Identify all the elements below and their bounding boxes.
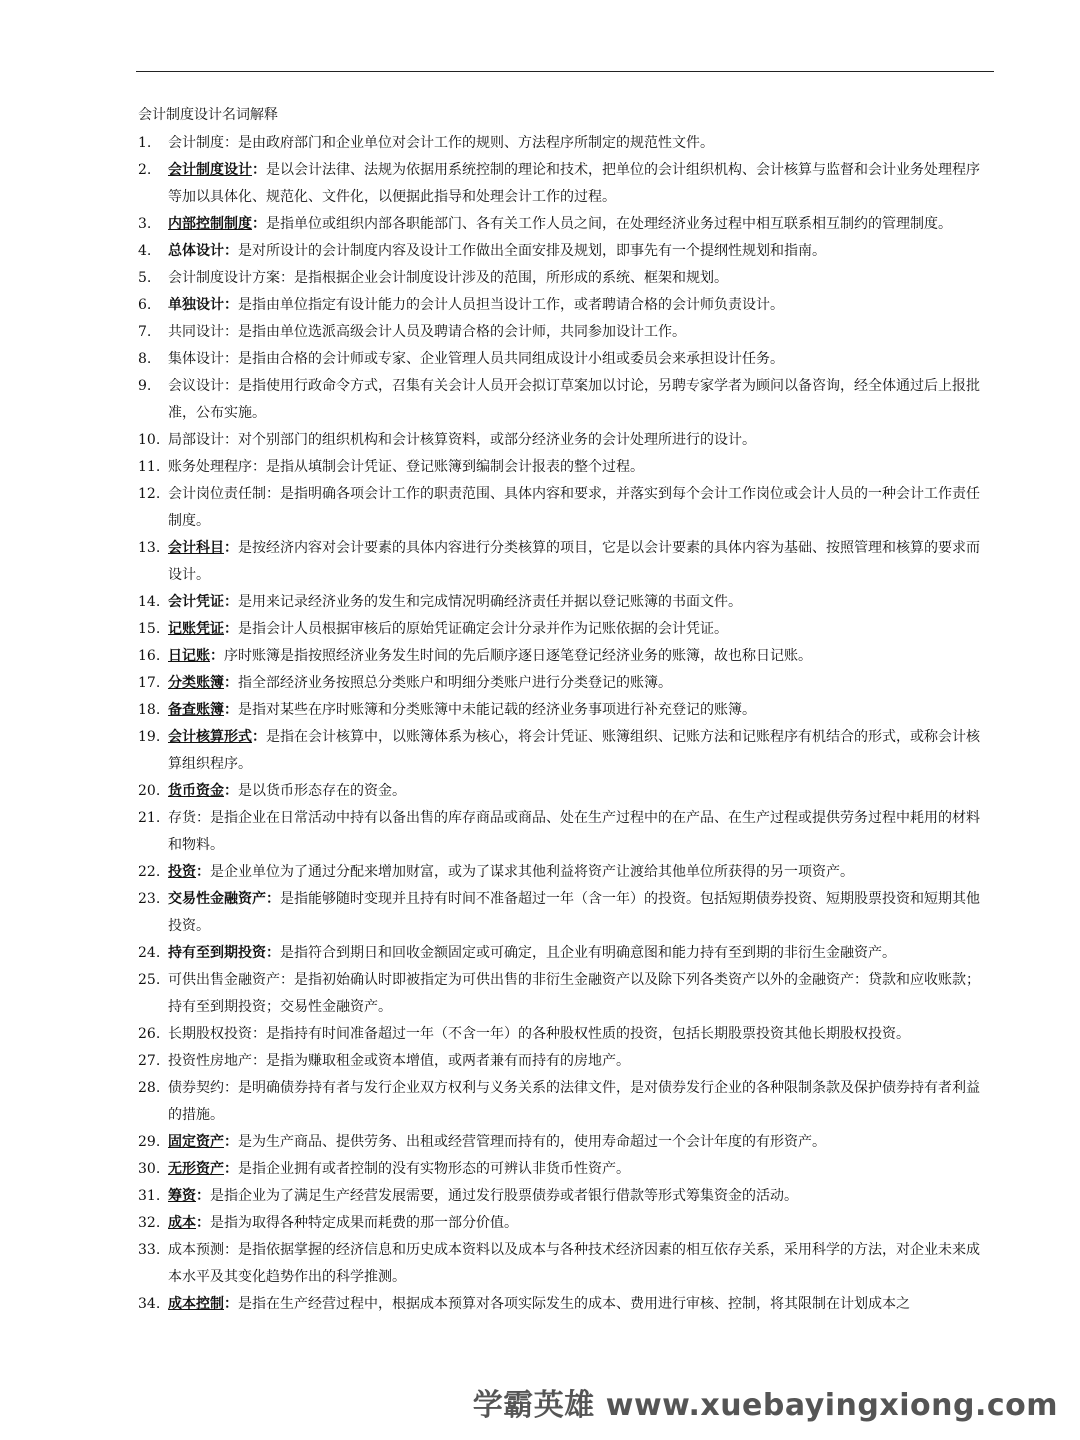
item-number: 6. xyxy=(138,297,152,313)
glossary-item xyxy=(138,481,990,535)
item-body xyxy=(168,643,990,670)
item-number: 21. xyxy=(138,810,161,826)
item-definition: 是指由单位指定有设计能力的会计人员担当设计工作，或者聘请合格的会计师负责设计。 xyxy=(238,297,784,313)
item-body xyxy=(168,157,990,211)
item-term: 投资性房地产 xyxy=(168,1053,252,1069)
item-term: 会议设计 xyxy=(168,378,224,394)
item-definition: 是以会计法律、法规为依据用系统控制的理论和技术，把单位的会计组织机构、会计核算与监督和会计业务处理程序等加以具体化、规范化、文件化，以便据此指导和处理会计工作的过程。 xyxy=(168,162,980,205)
glossary-item xyxy=(138,886,990,940)
item-definition: 是以货币形态存在的资金。 xyxy=(238,783,406,799)
item-number: 17. xyxy=(138,675,161,691)
item-definition: 是指依据掌握的经济信息和历史成本资料以及成本与各种技术经济因素的相互依存关系，采用科学的方法，对企业未来成本水平及其变化趋势作出的科学推测。 xyxy=(168,1242,980,1285)
item-body xyxy=(168,886,990,940)
item-term: 局部设计 xyxy=(168,432,224,448)
item-term: 共同设计 xyxy=(168,324,224,340)
item-body xyxy=(168,589,990,616)
item-term: 长期股权投资 xyxy=(168,1026,252,1042)
item-number: 27. xyxy=(138,1053,161,1069)
item-number: 8. xyxy=(138,351,152,367)
item-definition: 是指由合格的会计师或专家、企业管理人员共同组成设计小组或委员会来承担设计任务。 xyxy=(238,351,784,367)
item-term: 会计制度设计方案 xyxy=(168,270,280,286)
item-term: 成本控制 xyxy=(168,1296,224,1312)
item-separator: ： xyxy=(224,243,238,259)
item-definition: 是指会计人员根据审核后的原始凭证确定会计分录并作为记账依据的会计凭证。 xyxy=(238,621,728,637)
item-body xyxy=(168,481,990,535)
item-definition: 是指在生产经营过程中，根据成本预算对各项实际发生的成本、费用进行审核、控制，将其限制在计划成本之 xyxy=(238,1296,910,1312)
item-term: 单独设计 xyxy=(168,297,224,313)
item-separator: ： xyxy=(224,378,238,394)
item-term: 内部控制制度 xyxy=(168,216,252,232)
item-separator: ： xyxy=(266,945,280,961)
glossary-item xyxy=(138,697,990,724)
glossary-item xyxy=(138,1210,990,1237)
item-body xyxy=(168,1291,990,1318)
item-body xyxy=(168,1156,990,1183)
item-separator: ： xyxy=(266,891,280,907)
item-term: 无形资产 xyxy=(168,1161,224,1177)
glossary-item xyxy=(138,1048,990,1075)
item-term: 日记账 xyxy=(168,648,210,664)
glossary-item xyxy=(138,265,990,292)
item-body xyxy=(168,1021,990,1048)
item-separator: ： xyxy=(196,810,210,826)
item-separator: ： xyxy=(266,486,280,502)
item-term: 成本预测 xyxy=(168,1242,224,1258)
item-definition: 对个别部门的组织机构和会计核算资料，或部分经济业务的会计处理所进行的设计。 xyxy=(238,432,756,448)
item-definition: 是由政府部门和企业单位对会计工作的规则、方法程序所制定的规范性文件。 xyxy=(238,135,714,151)
glossary-item xyxy=(138,130,990,157)
item-definition: 是指企业为了满足生产经营发展需要，通过发行股票债券或者银行借款等形式筹集资金的活动。 xyxy=(210,1188,798,1204)
item-separator: ： xyxy=(224,297,238,313)
item-definition: 是指从填制会计凭证、登记账簿到编制会计报表的整个过程。 xyxy=(266,459,644,475)
glossary-item xyxy=(138,1075,990,1129)
item-number: 23. xyxy=(138,891,161,907)
item-body xyxy=(168,670,990,697)
glossary-item xyxy=(138,967,990,1021)
item-number: 15. xyxy=(138,621,161,637)
glossary-item xyxy=(138,1183,990,1210)
item-number: 29. xyxy=(138,1134,161,1150)
document-title: 会计制度设计名词解释 xyxy=(138,107,278,123)
item-separator: ： xyxy=(252,1053,266,1069)
glossary-item xyxy=(138,427,990,454)
item-definition: 是指初始确认时即被指定为可供出售的非衍生金融资产以及除下列各类资产以外的金融资产：贷款和应收账款；持有至到期投资；交易性金融资产。 xyxy=(168,972,980,1015)
glossary-item xyxy=(138,373,990,427)
item-number: 25. xyxy=(138,972,161,988)
item-separator: ： xyxy=(252,162,266,178)
item-body xyxy=(168,346,990,373)
glossary-item xyxy=(138,724,990,778)
item-definition: 是指为赚取租金或资本增值，或两者兼有而持有的房地产。 xyxy=(266,1053,630,1069)
item-definition: 是为生产商品、提供劳务、出租或经营管理而持有的，使用寿命超过一个会计年度的有形资产。 xyxy=(238,1134,826,1150)
item-body xyxy=(168,778,990,805)
item-definition: 是指单位或组织内部各职能部门、各有关工作人员之间，在处理经济业务过程中相互联系相互制约的管理制度。 xyxy=(266,216,952,232)
glossary-item xyxy=(138,589,990,616)
item-body xyxy=(168,805,990,859)
item-definition: 是指企业在日常活动中持有以备出售的库存商品或商品、处在生产过程中的在产品、在生产过程或提供劳务过程中耗用的材料和物料。 xyxy=(168,810,980,853)
glossary-item xyxy=(138,346,990,373)
item-term: 会计核算形式 xyxy=(168,729,252,745)
glossary-item xyxy=(138,1156,990,1183)
item-definition: 序时账簿是指按照经济业务发生时间的先后顺序逐日逐笔登记经济业务的账簿，故也称日记账。 xyxy=(224,648,812,664)
item-term: 交易性金融资产 xyxy=(168,891,266,907)
item-number: 20. xyxy=(138,783,161,799)
item-body xyxy=(168,1183,990,1210)
item-definition: 是明确债券持有者与发行企业双方权利与义务关系的法律文件，是对债券发行企业的各种限制条款及保护债券持有者利益的措施。 xyxy=(168,1080,980,1123)
item-term: 货币资金 xyxy=(168,783,224,799)
item-term: 持有至到期投资 xyxy=(168,945,266,961)
glossary-item xyxy=(138,859,990,886)
item-definition: 是指根据企业会计制度设计涉及的范围，所形成的系统、框架和规划。 xyxy=(294,270,728,286)
item-definition: 是指能够随时变现并且持有时间不准备超过一年（含一年）的投资。包括短期债券投资、短期股票投资和短期其他投资。 xyxy=(168,891,980,934)
item-body xyxy=(168,373,990,427)
item-body xyxy=(168,535,990,589)
item-separator: ： xyxy=(224,783,238,799)
item-body xyxy=(168,238,990,265)
item-definition: 是企业单位为了通过分配来增加财富，或为了谋求其他利益将资产让渡给其他单位所获得的另一项资产。 xyxy=(210,864,854,880)
header-rule xyxy=(136,71,994,72)
item-body xyxy=(168,454,990,481)
item-separator: ： xyxy=(224,1134,238,1150)
item-separator: ： xyxy=(224,432,238,448)
glossary-list xyxy=(138,130,990,1318)
glossary-item xyxy=(138,805,990,859)
item-number: 7. xyxy=(138,324,152,340)
item-term: 筹资 xyxy=(168,1188,196,1204)
item-number: 32. xyxy=(138,1215,161,1231)
item-number: 2. xyxy=(138,162,152,178)
item-separator: ： xyxy=(224,675,238,691)
item-number: 14. xyxy=(138,594,161,610)
item-separator: ： xyxy=(224,621,238,637)
item-body xyxy=(168,940,990,967)
item-term: 投资 xyxy=(168,864,196,880)
item-number: 30. xyxy=(138,1161,161,1177)
item-number: 22. xyxy=(138,864,161,880)
item-separator: ： xyxy=(224,540,238,556)
item-number: 18. xyxy=(138,702,161,718)
glossary-item xyxy=(138,778,990,805)
item-body xyxy=(168,319,990,346)
item-number: 26. xyxy=(138,1026,161,1042)
item-body xyxy=(168,859,990,886)
item-number: 16. xyxy=(138,648,161,664)
item-term: 会计凭证 xyxy=(168,594,224,610)
glossary-item xyxy=(138,1021,990,1048)
glossary-item xyxy=(138,940,990,967)
item-number: 13. xyxy=(138,540,161,556)
item-number: 5. xyxy=(138,270,152,286)
item-definition: 是指企业拥有或者控制的没有实物形态的可辨认非货币性资产。 xyxy=(238,1161,630,1177)
item-definition: 是指在会计核算中，以账簿体系为核心，将会计凭证、账簿组织、记账方法和记账程序有机结合的形式，或称会计核算组织程序。 xyxy=(168,729,980,772)
item-number: 24. xyxy=(138,945,161,961)
item-definition: 是指由单位选派高级会计人员及聘请合格的会计师，共同参加设计工作。 xyxy=(238,324,686,340)
item-separator: ： xyxy=(252,459,266,475)
item-body xyxy=(168,1048,990,1075)
item-number: 33. xyxy=(138,1242,161,1258)
glossary-item xyxy=(138,454,990,481)
item-body xyxy=(168,265,990,292)
item-separator: ： xyxy=(196,864,210,880)
glossary-item xyxy=(138,616,990,643)
glossary-item xyxy=(138,238,990,265)
item-number: 19. xyxy=(138,729,161,745)
watermark: 学霸英雄 www.xuebayingxiong.com xyxy=(472,1388,1058,1423)
item-term: 账务处理程序 xyxy=(168,459,252,475)
item-separator: ： xyxy=(224,1161,238,1177)
item-separator: ： xyxy=(224,1296,238,1312)
item-definition: 是对所设计的会计制度内容及设计工作做出全面安排及规划，即事先有一个提纲性规划和指南。 xyxy=(238,243,826,259)
item-separator: ： xyxy=(224,324,238,340)
item-separator: ： xyxy=(252,216,266,232)
item-definition: 是指持有时间准备超过一年（不含一年）的各种股权性质的投资，包括长期股票投资其他长期股权投资。 xyxy=(266,1026,910,1042)
item-body xyxy=(168,1210,990,1237)
item-number: 12. xyxy=(138,486,161,502)
item-separator: ： xyxy=(196,1188,210,1204)
item-separator: ： xyxy=(224,1242,238,1258)
item-separator: ： xyxy=(224,351,238,367)
item-term: 记账凭证 xyxy=(168,621,224,637)
item-definition: 是指符合到期日和回收金额固定或可确定，且企业有明确意图和能力持有至到期的非衍生金融资产。 xyxy=(280,945,896,961)
item-separator: ： xyxy=(280,270,294,286)
item-body xyxy=(168,967,990,1021)
glossary-item xyxy=(138,1291,990,1318)
item-body xyxy=(168,292,990,319)
item-number: 9. xyxy=(138,378,152,394)
item-body xyxy=(168,1237,990,1291)
item-term: 债券契约 xyxy=(168,1080,224,1096)
item-definition: 是指对某些在序时账簿和分类账簿中未能记载的经济业务事项进行补充登记的账簿。 xyxy=(238,702,756,718)
item-separator: ： xyxy=(210,648,224,664)
item-term: 会计制度设计 xyxy=(168,162,252,178)
item-term: 可供出售金融资产 xyxy=(168,972,280,988)
item-number: 10. xyxy=(138,432,161,448)
item-separator: ： xyxy=(252,729,266,745)
item-term: 会计科目 xyxy=(168,540,224,556)
glossary-item xyxy=(138,1129,990,1156)
item-term: 总体设计 xyxy=(168,243,224,259)
item-term: 分类账簿 xyxy=(168,675,224,691)
item-definition: 指全部经济业务按照总分类账户和明细分类账户进行分类登记的账簿。 xyxy=(238,675,672,691)
item-separator: ： xyxy=(252,1026,266,1042)
item-body xyxy=(168,1129,990,1156)
glossary-item xyxy=(138,535,990,589)
item-body xyxy=(168,1075,990,1129)
item-term: 备查账簿 xyxy=(168,702,224,718)
item-term: 集体设计 xyxy=(168,351,224,367)
item-separator: ： xyxy=(224,702,238,718)
glossary-item xyxy=(138,319,990,346)
item-number: 34. xyxy=(138,1296,161,1312)
item-number: 31. xyxy=(138,1188,161,1204)
item-body xyxy=(168,427,990,454)
item-number: 11. xyxy=(138,459,161,475)
item-definition: 是用来记录经济业务的发生和完成情况明确经济责任并据以登记账簿的书面文件。 xyxy=(238,594,742,610)
item-definition: 是指使用行政命令方式，召集有关会计人员开会拟订草案加以讨论，另聘专家学者为顾问以备咨询，经全体通过后上报批准，公布实施。 xyxy=(168,378,980,421)
item-definition: 是指明确各项会计工作的职责范围、具体内容和要求，并落实到每个会计工作岗位或会计人员的一种会计工作责任制度。 xyxy=(168,486,980,529)
item-separator: ： xyxy=(280,972,294,988)
item-term: 会计岗位责任制 xyxy=(168,486,266,502)
item-term: 成本 xyxy=(168,1215,196,1231)
item-term: 存货 xyxy=(168,810,196,826)
item-body xyxy=(168,697,990,724)
item-number: 3. xyxy=(138,216,152,232)
item-number: 28. xyxy=(138,1080,161,1096)
item-body xyxy=(168,130,990,157)
item-separator: ： xyxy=(224,594,238,610)
glossary-item xyxy=(138,157,990,211)
item-separator: ： xyxy=(224,135,238,151)
item-number: 4. xyxy=(138,243,152,259)
item-body xyxy=(168,616,990,643)
glossary-item xyxy=(138,1237,990,1291)
item-term: 会计制度 xyxy=(168,135,224,151)
item-body xyxy=(168,724,990,778)
item-term: 固定资产 xyxy=(168,1134,224,1150)
item-separator: ： xyxy=(224,1080,238,1096)
item-body xyxy=(168,211,990,238)
item-number: 1. xyxy=(138,135,152,151)
glossary-item xyxy=(138,211,990,238)
item-separator: ： xyxy=(196,1215,210,1231)
glossary-item xyxy=(138,292,990,319)
item-definition: 是按经济内容对会计要素的具体内容进行分类核算的项目，它是以会计要素的具体内容为基础、按照管理和核算的要求而设计。 xyxy=(168,540,980,583)
glossary-item xyxy=(138,670,990,697)
glossary-item xyxy=(138,643,990,670)
item-definition: 是指为取得各种特定成果而耗费的那一部分价值。 xyxy=(210,1215,518,1231)
